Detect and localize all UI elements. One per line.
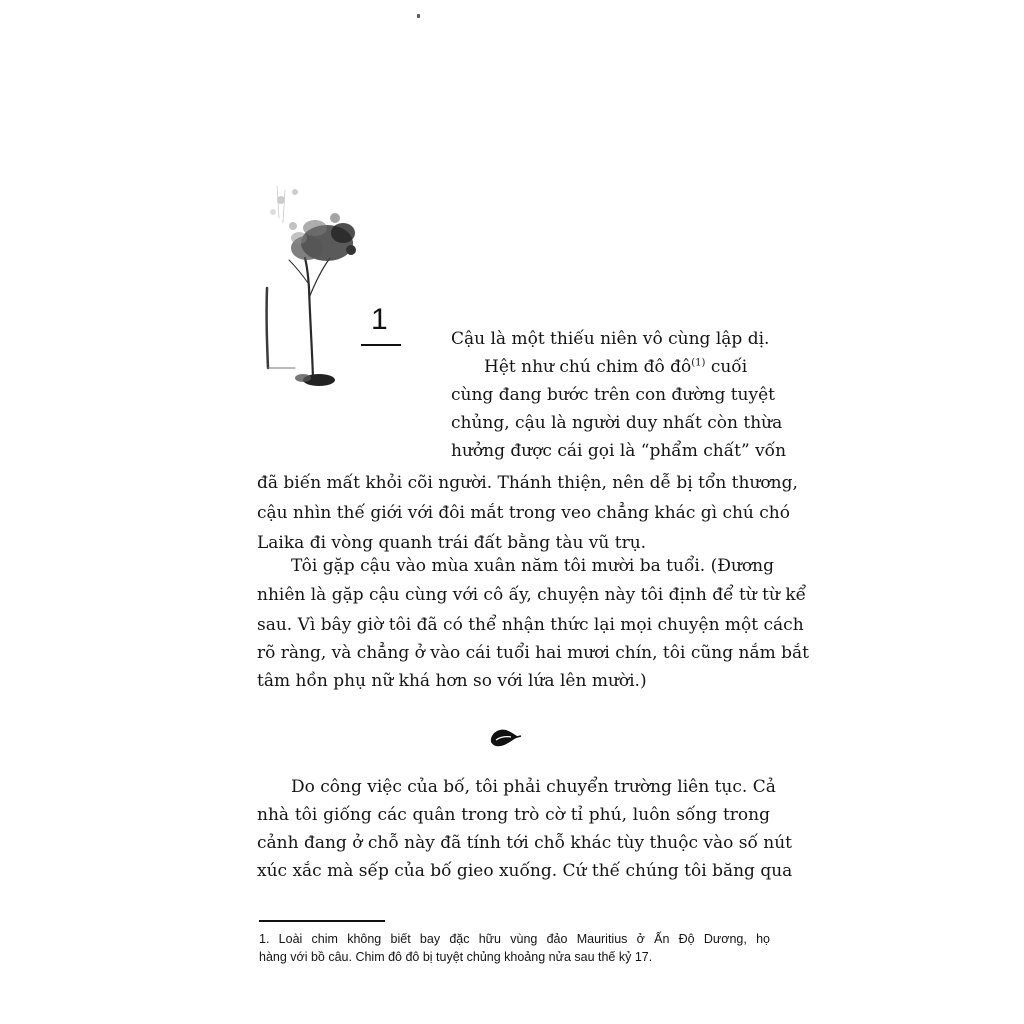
- text-line: rõ ràng, và chẳng ở vào cái tuổi hai mươi chín, tôi cũng nắm bắt: [257, 643, 809, 663]
- text-line: sau. Vì bây giờ tôi đã có thể nhận thức lại mọi chuyện một cách: [257, 615, 804, 635]
- page-speck: [417, 14, 420, 18]
- footnote-line: hàng với bồ câu. Chim đô đô bị tuyệt chủng khoảng nửa sau thế kỷ 17.: [259, 950, 653, 964]
- text-line: đã biến mất khỏi cõi người. Thánh thiện, nên dễ bị tổn thương,: [257, 473, 798, 493]
- text-line: Hệt như chú chim đô $đô^{(1)}$ cuối: [484, 357, 748, 377]
- text-line: nhà tôi giống các quân trong trò cờ tỉ phú, luôn sống trong: [257, 805, 770, 825]
- text-line: xúc xắc mà sếp của bố gieo xuống. Cứ thế chúng tôi băng qua: [257, 861, 793, 881]
- chapter-rule: [361, 344, 401, 346]
- text-line: hưởng được cái gọi là “phẩm chất” vốn: [451, 441, 787, 461]
- leaf-ornament-icon: [488, 726, 522, 750]
- footnote-line: 1. Loài chim không biết bay đặc hữu vùng đảo Mauritius ở Ấn Độ Dương, họ: [259, 932, 770, 946]
- chapter-number: 1: [371, 303, 388, 336]
- footnote-rule: [259, 920, 385, 922]
- text-line: cùng đang bước trên con đường tuyệt: [451, 385, 776, 405]
- text-line: cậu nhìn thế giới với đôi mắt trong veo chẳng khác gì chú chó: [257, 503, 790, 523]
- text-line: Cậu là một thiếu niên vô cùng lập dị.: [451, 329, 770, 349]
- text-line: cảnh đang ở chỗ này đã tính tới chỗ khác tùy thuộc vào số nút: [257, 833, 793, 853]
- text-line: nhiên là gặp cậu cùng với cô ấy, chuyện này tôi định để từ từ kể: [257, 585, 807, 605]
- text-line: Do công việc của bố, tôi phải chuyển trường liên tục. Cả: [291, 777, 776, 797]
- text-line: Laika đi vòng quanh trái đất bằng tàu vũ trụ.: [257, 533, 647, 553]
- text-line: Tôi gặp cậu vào mùa xuân năm tôi mười ba tuổi. (Đương: [291, 556, 774, 576]
- text-line: tâm hồn phụ nữ khá hơn so với lứa lên mười.): [257, 671, 647, 691]
- footnote-marker: (1): [691, 357, 706, 369]
- text-line: chủng, cậu là người duy nhất còn thừa: [451, 413, 783, 433]
- tree-illustration: [255, 178, 375, 398]
